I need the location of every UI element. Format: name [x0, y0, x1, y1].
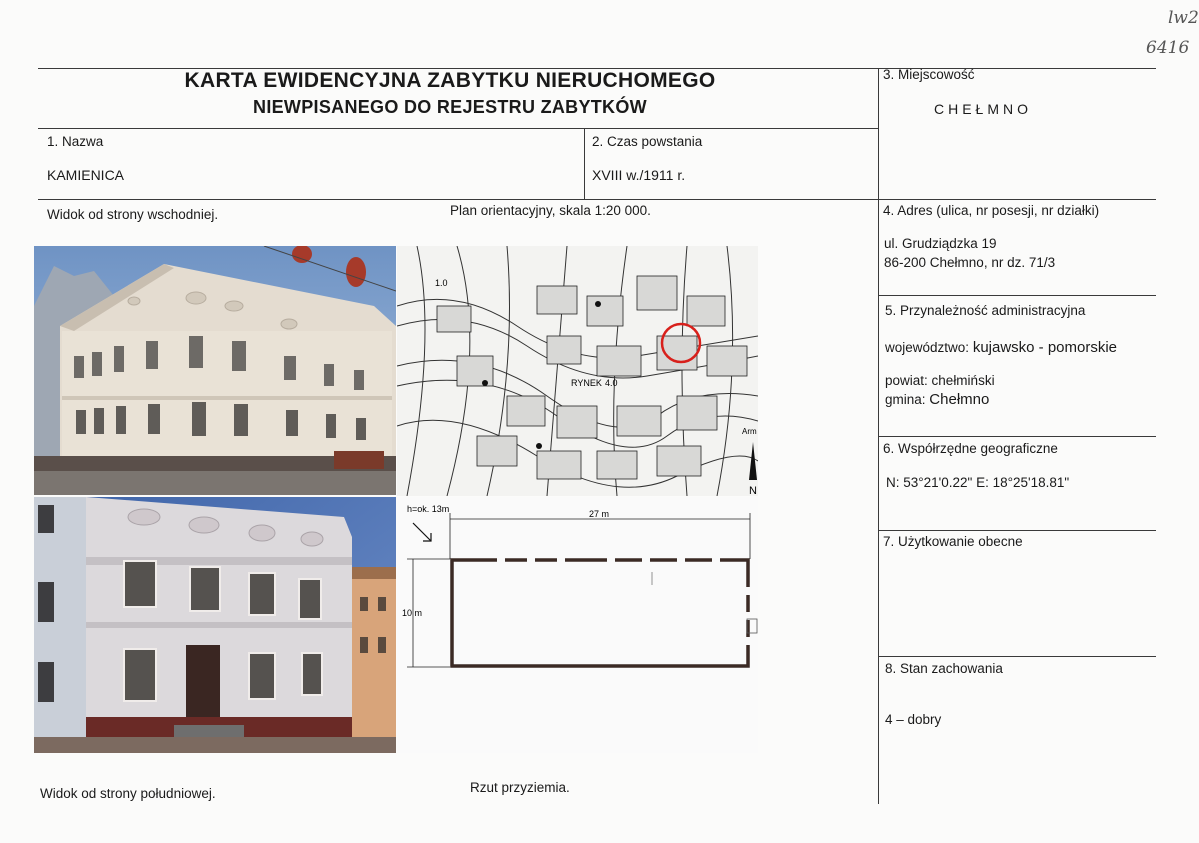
- address-label: 4. Adres (ulica, nr posesji, nr działki): [883, 203, 1100, 218]
- frame-line-admin: [878, 295, 1156, 296]
- voivodeship-row: [885, 339, 1117, 356]
- south-view-photo: [34, 497, 396, 753]
- east-view-photo: [34, 246, 396, 495]
- frame-line-condition: [878, 656, 1156, 657]
- address-line1: ul. Grudziądzka 19: [884, 236, 997, 251]
- map-rynek-height: 4.0: [605, 378, 618, 388]
- coords-label: 6. Współrzędne geograficzne: [883, 441, 1058, 456]
- condition-label: 8. Stan zachowania: [885, 661, 1003, 676]
- date-label: 2. Czas powstania: [592, 134, 703, 149]
- frame-title-underline: [38, 128, 878, 129]
- floor-plan-caption: Rzut przyziemia.: [470, 780, 570, 795]
- card-subtitle: NIEWPISANEGO DO REJESTRU ZABYTKÓW: [253, 97, 647, 117]
- floor-plan-length: 27 m: [589, 509, 610, 519]
- frame-row1-line: [38, 199, 1156, 200]
- floor-plan-height-note: h=ok. 13m: [407, 504, 450, 514]
- frame-line-coords: [878, 436, 1156, 437]
- county-value: chełmiński: [931, 373, 995, 388]
- floor-plan-width: 10 m: [402, 608, 423, 618]
- usage-label: 7. Użytkowanie obecne: [883, 534, 1023, 549]
- orientation-map: [397, 246, 758, 496]
- map-north-label: N: [749, 485, 757, 496]
- orientation-map-drawing: [397, 246, 758, 496]
- handwritten-number: 6416: [1146, 38, 1190, 58]
- frame-name-divider: [584, 128, 585, 200]
- frame-line-usage: [878, 530, 1156, 531]
- floor-plan-drawing: [397, 497, 758, 753]
- commune-value: Chełmno: [929, 391, 990, 408]
- county-row: [885, 373, 995, 388]
- plan-caption: Plan orientacyjny, skala 1:20 000.: [450, 203, 651, 218]
- admin-label: 5. Przynależność administracyjna: [885, 303, 1086, 318]
- handwritten-mark: lw2: [1168, 8, 1199, 28]
- card-title: KARTA EWIDENCYJNA ZABYTKU NIERUCHOMEGO: [184, 69, 716, 92]
- county-label: powiat:: [885, 373, 928, 388]
- locality-value: CHEŁMNO: [934, 101, 1033, 117]
- voivodeship-label: województwo:: [885, 340, 970, 355]
- name-label: 1. Nazwa: [47, 134, 104, 149]
- south-view-caption: Widok od strony południowej.: [40, 786, 216, 801]
- map-arm-label: Arm: [742, 427, 757, 436]
- map-rynek-label: RYNEK: [571, 378, 602, 388]
- map-height-label: 1.0: [435, 278, 448, 288]
- coords-value: N: 53°21'0.22" E: 18°25'18.81": [886, 475, 1070, 490]
- date-value: XVIII w./1911 r.: [592, 167, 686, 183]
- voivodeship-value: kujawsko - pomorskie: [972, 339, 1118, 356]
- condition-value: 4 – dobry: [885, 712, 942, 727]
- name-value: KAMIENICA: [47, 167, 125, 183]
- commune-row: [885, 391, 989, 408]
- locality-label: 3. Miejscowość: [883, 67, 975, 82]
- commune-label: gmina:: [885, 392, 926, 407]
- address-line2: 86-200 Chełmno, nr dz. 71/3: [884, 255, 1056, 270]
- east-view-caption: Widok od strony wschodniej.: [47, 207, 219, 222]
